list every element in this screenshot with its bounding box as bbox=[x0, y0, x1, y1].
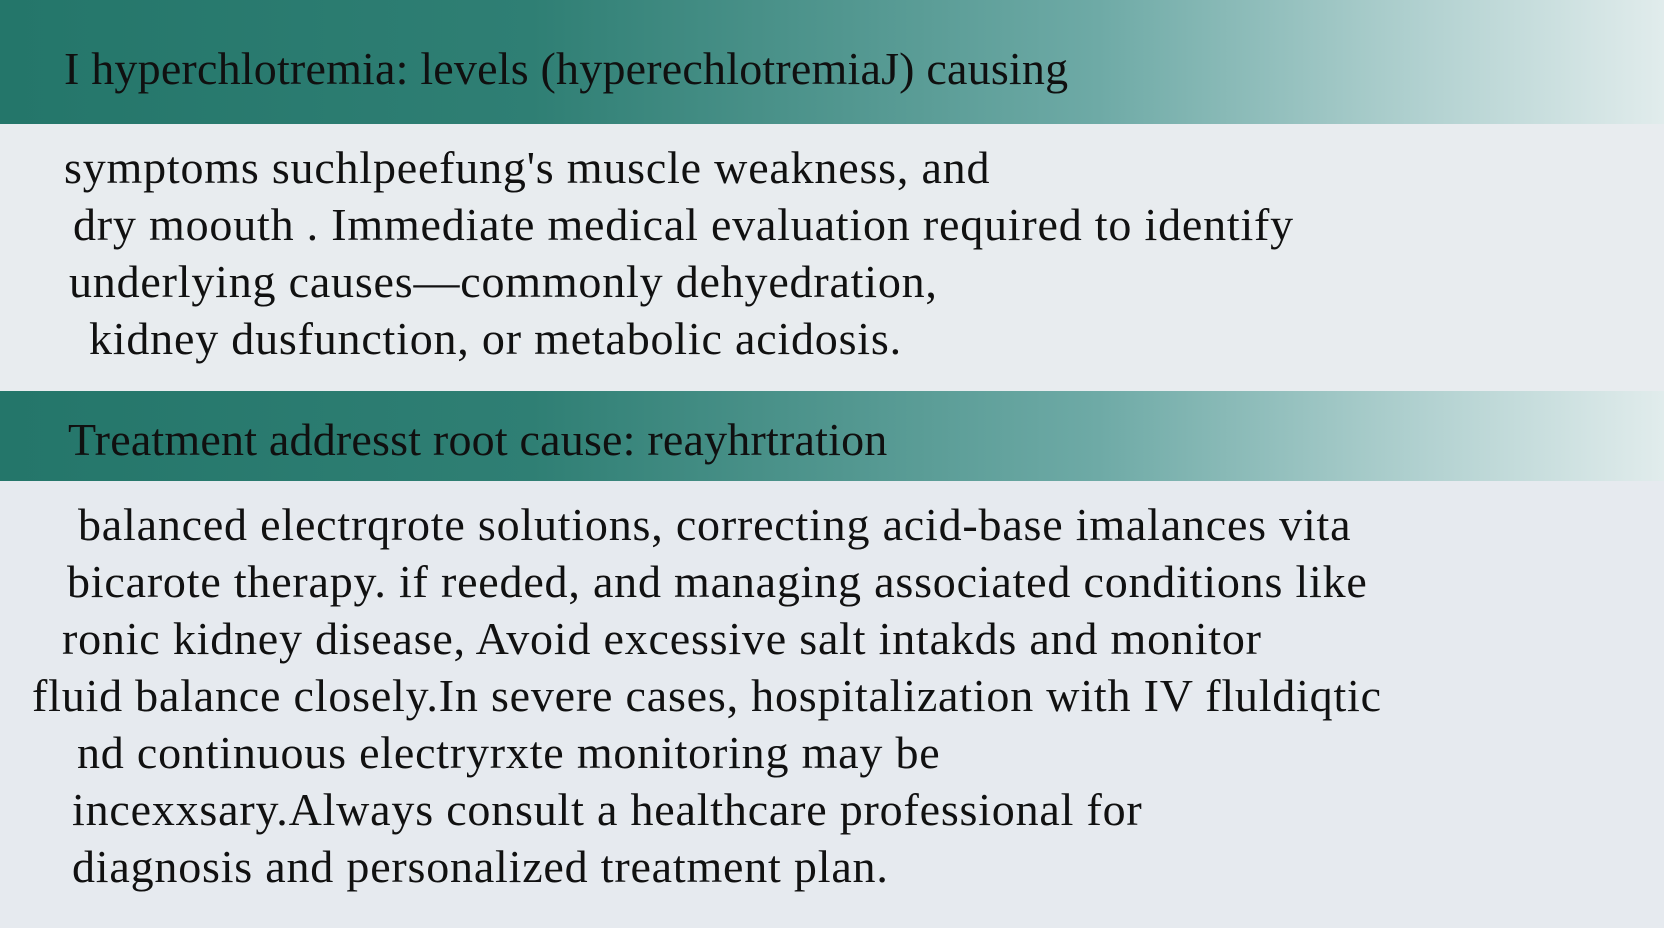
section-2-line-7: diagnosis and personalized treatment plan. bbox=[72, 841, 889, 892]
section-2-line-6: incexxsary.Always consult a healthcare professional for bbox=[72, 784, 1143, 835]
section-1-line-2: dry moouth . Immediate medical evaluation required to identify bbox=[73, 199, 1294, 250]
section-1-line-4: kidney dusfunction, or metabolic acidosis. bbox=[89, 313, 902, 364]
section-2-line-1: balanced electrqrote solutions, correcting acid-base imalances vita bbox=[78, 499, 1352, 550]
section-2-line-4: fluid balance closely.In severe cases, hospitalization with IV fluldiqtic bbox=[32, 670, 1382, 721]
section-1-line-1: symptoms suchlpeefung's muscle weakness, and bbox=[64, 142, 991, 193]
section-2-line-2: bicarote therapy. if reeded, and managing associated conditions like bbox=[67, 556, 1368, 607]
section-1-heading: I hyperchlotremia: levels (hyperechlotremiaJ) causing bbox=[64, 43, 1069, 94]
section-1-line-3: underlying causes—commonly dehyedration, bbox=[69, 256, 938, 307]
section-2-heading: Treatment addresst root cause: reayhrtration bbox=[68, 414, 888, 465]
section-2-line-5: nd continuous electryrxte monitoring may be bbox=[77, 727, 941, 778]
section-2-line-3: ronic kidney disease, Avoid excessive salt intakds and monitor bbox=[62, 613, 1262, 664]
